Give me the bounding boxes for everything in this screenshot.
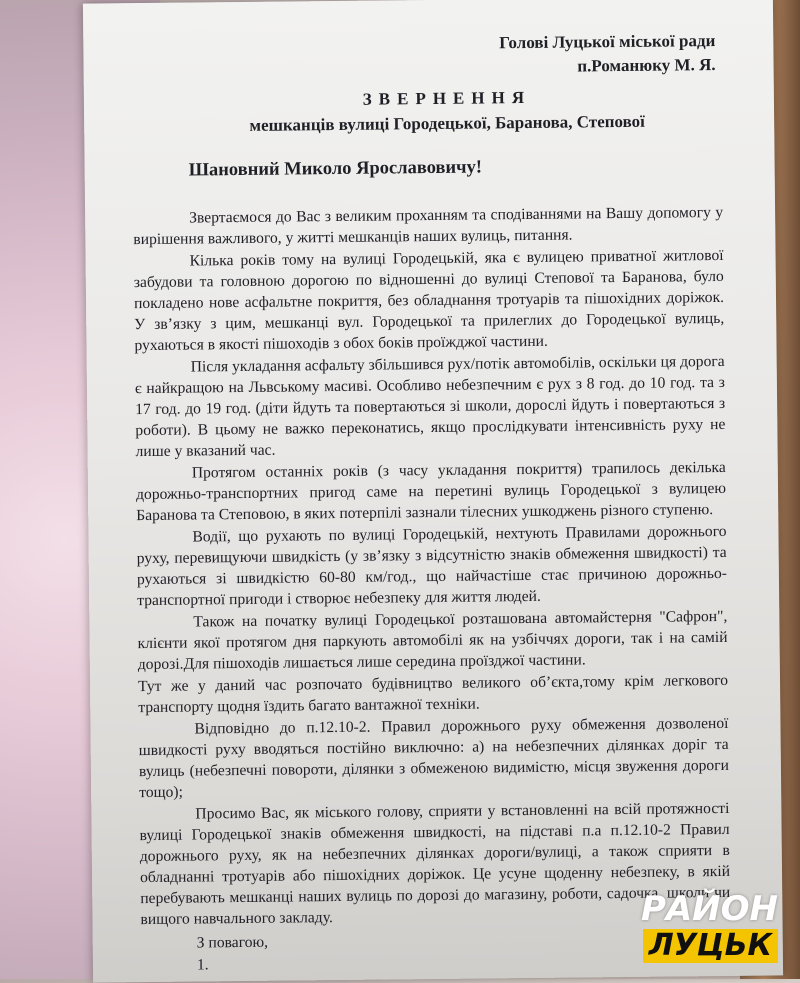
paragraph: Тут же у даний час розпочато будівництво великого об’єкта,тому крім легкового транспорту щодня їздить багато вантажної техніки. — [137, 671, 729, 717]
signature-list-item: 1. — [196, 956, 209, 974]
salutation: Шановний Миколо Ярославовичу! — [188, 157, 483, 181]
document-content — [131, 29, 731, 977]
addressee-block — [131, 29, 715, 83]
paragraph: Відповідно до п.12.10-2. Правил дорожнього руху обмеження дозволеної швидкості руху вводяться постійно виключно: а) на небезпечних ділянках доріг та вулиць (небезпечні повороти, ділянки з обмеженою видимістю, місця звуження дороги тощо); — [138, 714, 729, 802]
paragraph: Протягом останніх років (з часу укладання покриття) трапилось декілька дорожньо-транспортних пригод саме на перетині вулиць Городецької з вулицею Баранова та Степовою, в яких потерпілі зазнали тілесних ушкоджень різного ступеню. — [135, 458, 727, 525]
paragraph: Після укладання асфальту збільшився рух/потік автомобілів, оскільки ця дорога є найкращою на Львському масиві. Особливо небезпечним є рух з 8 год. до 10 год. та з 17 год. до 19 год. (діти йдуть та повертаються зі школи, дорослі йдуть і повертаються з роботи). В цьому не важко переконатись, якщо прослідкувати інтенсивність руху не лише у вказаний час. — [134, 352, 726, 461]
closing-text: З повагою, — [196, 933, 269, 952]
document-subtitle: мешканців вулиці Городецької, Баранова, Степової — [249, 111, 645, 135]
document-title: ЗВЕРНЕННЯ — [362, 87, 532, 109]
addressee-line: Голові Луцької міської ради — [499, 31, 716, 53]
paragraph: Також на початку вулиці Городецької розташована автомайстерня "Сафрон", клієнти якої протягом дня паркують автомобілі як на узбіччях дороги, так і на самій дорозі.Для пішоходів лишається лише середина проїзджої частини. — [137, 607, 728, 674]
paragraph: Кілька років тому на вулиці Городецькій, яка є вулицею приватної житлової забудови та головною дорогою по відношенні до вулиці Степової та Баранова, було покладено нове асфальтне покриття, без обладнання тротуарів та пішохідних доріжок. У зв’язку з цим, мешканці вул. Городецької та прилеглих до Городецької вулиць, рухаються в якості пішоходів з обох боків проїжджої частини. — [133, 246, 725, 355]
paragraph: Звертаємося до Вас з великим проханням та сподіваннями на Вашу допомогу у вирішення важливого, у житті мешканців наших вулиць, питання. — [133, 203, 724, 249]
paragraph: Просимо Вас, як міського голову, сприяти у встановленні на всій протяжності вулиці Городецької знаків обмеження швидкості, на підставі п.а п.12.10-2 Правил дорожнього руху, як на небезпечних ділянках дороги/вулиці, а також сприяти в обладнанні тротуарів або пішохідних доріжок. Це усуне щоденну небезпеку, в якій перебувають мешканці наших вулиць по дорозі до магазину, роботи, садочка, школи чи вищого навчального закладу. — [139, 799, 731, 929]
addressee-line: п.Романюку М. Я. — [577, 55, 716, 76]
watermark-logo — [628, 891, 778, 963]
document-paper — [83, 0, 783, 983]
paragraph: Водії, що рухають по вулиці Городецькій, нехтують Правилами дорожнього руху, перевищуючи швидкість (у зв’язку з відсутністю знаків обмеження швидкості) та рухаються зі швидкістю 60-80 км/год., що найчастіше стає причиною дорожньо-транспортної пригоди і створює небезпеку для життя людей. — [136, 522, 727, 610]
watermark-line2: ЛУЦЬК — [643, 929, 778, 963]
body-text — [133, 202, 731, 930]
watermark-line1: РАЙОН — [640, 889, 778, 929]
